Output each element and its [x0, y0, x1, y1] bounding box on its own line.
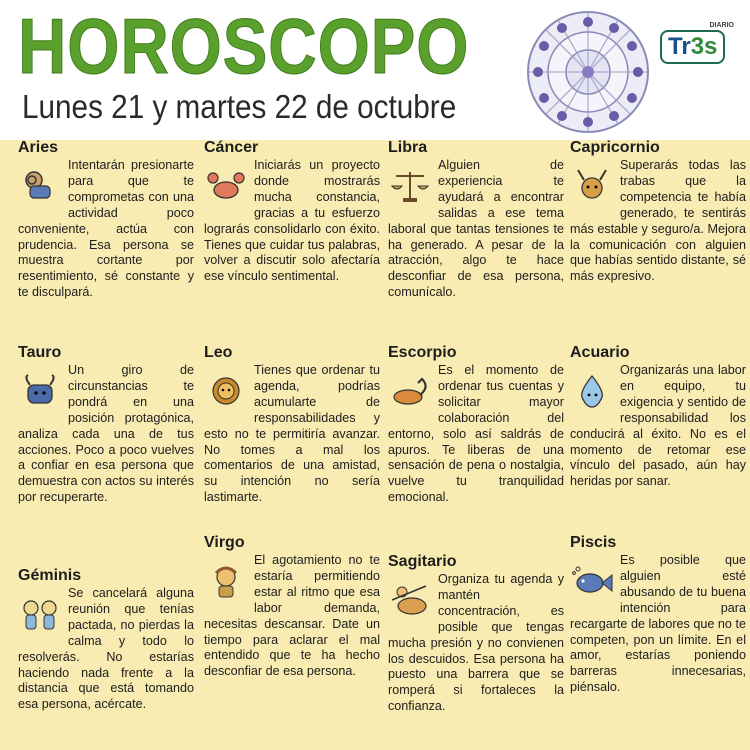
- archer-icon: [388, 582, 432, 618]
- sign-capricornio: [570, 138, 746, 285]
- fish-icon: [570, 563, 614, 599]
- sign-leo: [204, 343, 380, 506]
- sign-text: Es posible que alguien esté abusando de tu buena intención para recargarte de labores que no te competen, pon un límite. En el amor, estarías poniendo barreras innecesarias, piénsalo.: [570, 553, 746, 695]
- sign-escorpio: [388, 343, 564, 506]
- sign-text: Iniciarás un proyecto donde mostrarás mucha constancia, gracias a tu esfuerzo lograrás consolidarlo con éxito. Tienes que cuidar tus palabras, volver a discutir solo afectaría ese vínculo sentimental.: [204, 158, 380, 284]
- sign-name: Tauro: [18, 344, 62, 361]
- lion-icon: [204, 373, 248, 409]
- sign-name: Capricornio: [570, 139, 660, 156]
- sign-sagitario: [388, 552, 564, 715]
- sign-name: Cáncer: [204, 139, 259, 156]
- logo-text-b: 3s: [690, 33, 718, 60]
- sign-virgo: [204, 533, 380, 680]
- sign-text: Alguien de experiencia te ayudará a encontrar salidas a ese tema laboral que tantas tensiones te ha generado. A pesar de la atracción, algo te hace desconfiar de esa persona, comunícalo.: [388, 158, 564, 300]
- sign-text: Un giro de circunstancias te pondrá en una posición protagónica, analiza cada una de tus acciones. Poco a poco vuelves a confiar en esa persona que demuestra con actos su interés por recuperarte.: [18, 363, 194, 505]
- zodiac-wheel-icon: [524, 8, 652, 136]
- sign-name: Aries: [18, 139, 59, 156]
- twins-icon: [18, 596, 62, 632]
- sign-aries: [18, 138, 194, 301]
- sign-text: Es el momento de ordenar tus cuentas y solicitar mayor colaboración del entorno, solo así saldrás de apuros. Te liberas de una sensación de pena o nostalgia, vuelve tu tranquilidad emocional.: [388, 363, 564, 505]
- sign-libra: [388, 138, 564, 301]
- sign-name: Escorpio: [388, 344, 457, 361]
- bull-icon: [18, 373, 62, 409]
- sign-cancer: [204, 138, 380, 285]
- maiden-icon: [204, 563, 248, 599]
- sign-name: Piscis: [570, 534, 617, 551]
- sign-text: El agotamiento no te estaría permitiendo estar al ritmo que esa labor demanda, necesitas descansar. Date un tiempo para aclarar el mal entendido que te ha hecho desconfiar de esa persona.: [204, 553, 380, 679]
- sign-text: Organizarás una labor en equipo, tu exigencia y sentido de responsabilidad los conducirá al éxito. No es el momento de retomar ese vínculo del pasado, aún hay heridas por sanar.: [570, 363, 746, 489]
- sign-tauro: [18, 343, 194, 506]
- logo-caption: DIARIO: [709, 22, 734, 29]
- sign-text: Organiza tu agenda y mantén concentración, es posible que tengas mucha presión y no convienen los descuidos. Esa persona ha puesto una barrera que se romperá si fortaleces la confianza.: [388, 572, 564, 714]
- goat-icon: [570, 168, 614, 204]
- ram-icon: [18, 168, 62, 204]
- water-drop-icon: [570, 373, 614, 409]
- scales-icon: [388, 168, 432, 204]
- crab-icon: [204, 168, 248, 204]
- scorpion-icon: [388, 373, 432, 409]
- sign-name: Sagitario: [388, 553, 457, 570]
- sign-geminis: [18, 566, 194, 713]
- sign-text: Se cancelará alguna reunión que tenías pactada, no pierdas la calma y todo lo resolverás. No estarías haciendo nada frente a la distancia que está tomando esa persona, acércate.: [18, 586, 194, 712]
- sign-text: Superarás todas las trabas que la competencia te había generado, te sentirás más estable y seguro/a. Mejora la comunicación con alguien que habías sentido distante, sé más expresivo.: [570, 158, 746, 284]
- sign-name: Virgo: [204, 534, 245, 551]
- sign-piscis: [570, 533, 746, 696]
- sign-name: Géminis: [18, 567, 82, 584]
- date-subtitle: Lunes 21 y martes 22 de octubre: [22, 88, 457, 125]
- logo-text-a: Tr: [668, 33, 691, 60]
- header: [0, 0, 750, 140]
- page-title: HOROSCOPO: [18, 2, 470, 90]
- sign-name: Acuario: [570, 344, 630, 361]
- diario-tres-logo: [660, 22, 740, 64]
- sign-name: Libra: [388, 139, 428, 156]
- sign-text: Intentarán presionarte para que te comprometas con una actividad poco conveniente, actúa con prudencia. Esa persona se muestra cortante por resentimiento, sé constante y te disculpará.: [18, 158, 194, 300]
- sign-acuario: [570, 343, 746, 490]
- sign-text: Tienes que ordenar tu agenda, podrías acumularte de responsabilidades y esto no te permitiría avanzar. No tomes a mal los comentarios de una amistad, su intención no sería lastimarte.: [204, 363, 380, 505]
- logo-badge: [660, 30, 725, 64]
- sign-name: Leo: [204, 344, 233, 361]
